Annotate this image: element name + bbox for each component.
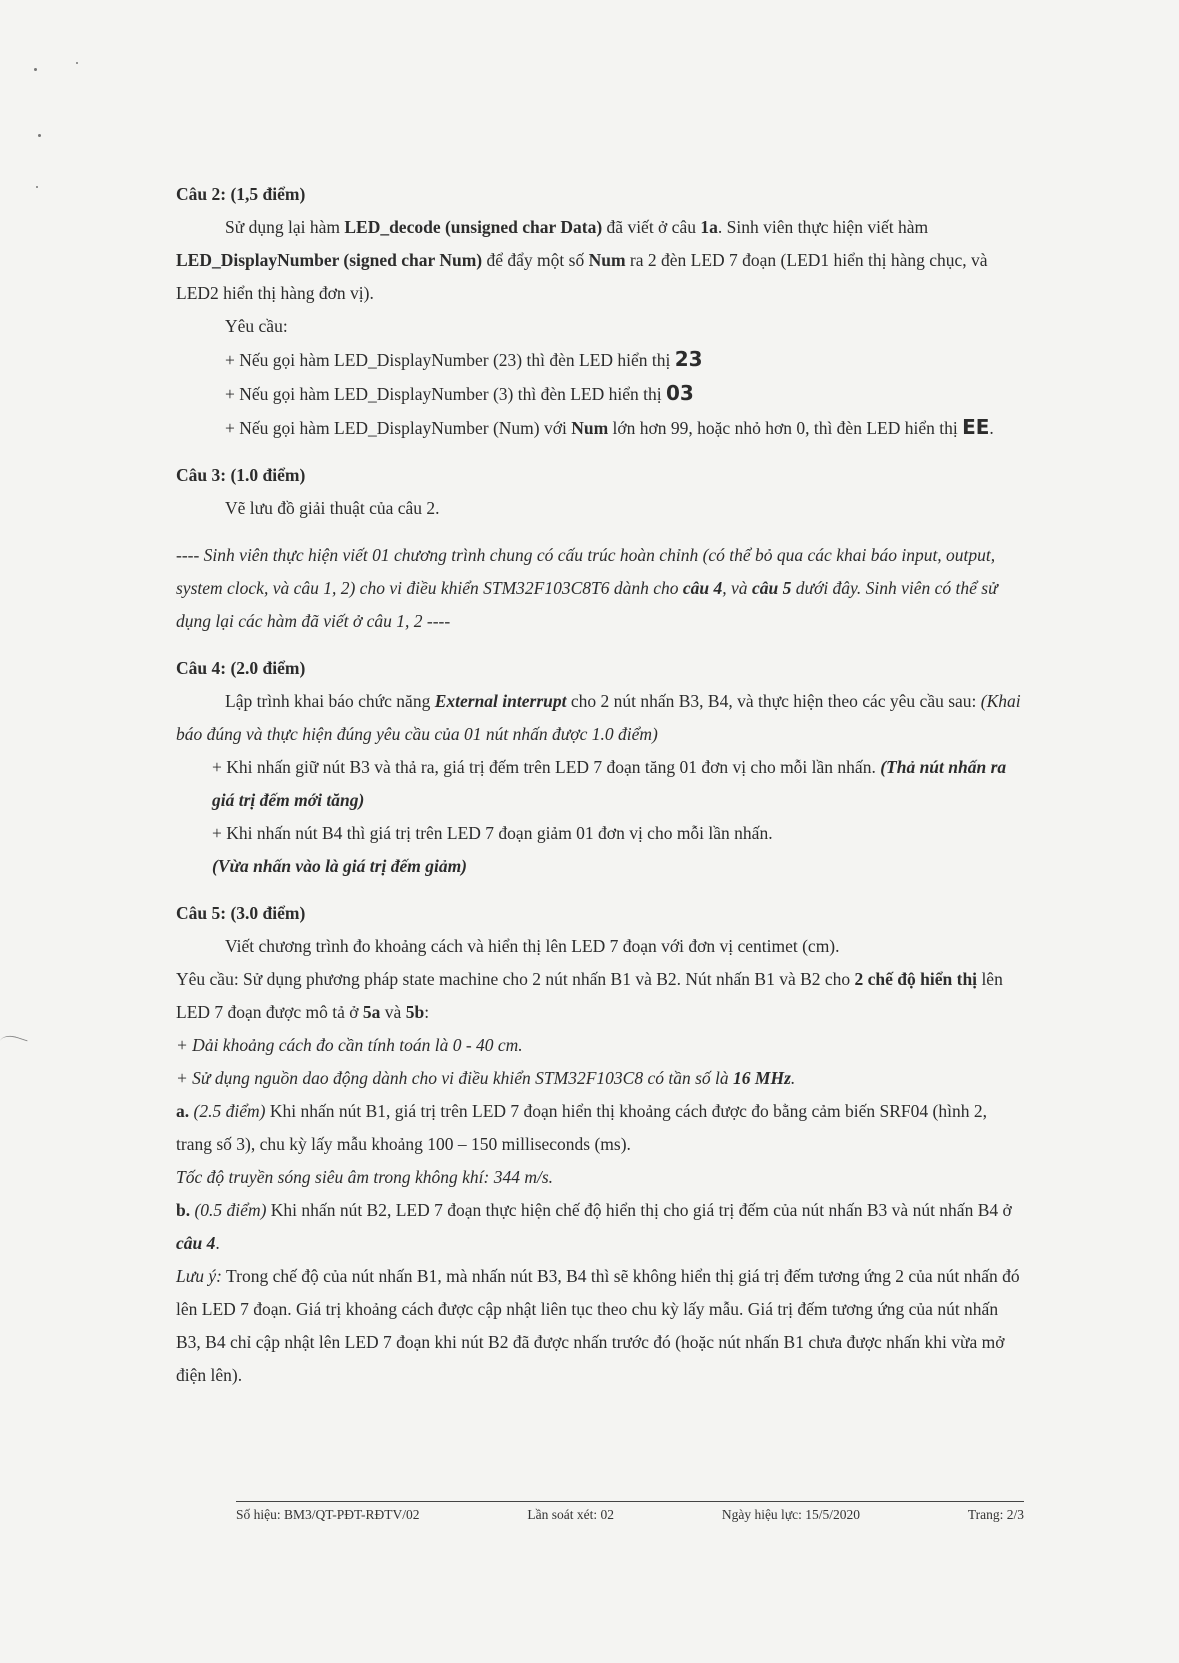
footer-document-code: Số hiệu: BM3/QT-PĐT-RĐTV/02 — [236, 1507, 420, 1522]
scan-speck — [76, 62, 78, 64]
question-2-item-3: + Nếu gọi hàm LED_DisplayNumber (Num) với Num lớn hơn 99, hoặc nhỏ hơn 0, thì đèn LED hiển thị EE. — [225, 415, 994, 439]
question-4-title: Câu 4: (2.0 điểm) — [176, 658, 306, 678]
scan-speck — [34, 68, 37, 71]
question-5b: b. (0.5 điểm) Khi nhấn nút B2, LED 7 đoạn thực hiện chế độ hiển thị cho giá trị đếm của nút nhấn B3 và nút nhấn B4 ở câu 4. — [176, 1200, 1012, 1253]
question-5-paragraph: Viết chương trình đo khoảng cách và hiển thị lên LED 7 đoạn với đơn vị centimet (cm). — [225, 936, 840, 956]
scan-edge-mark — [0, 1032, 28, 1054]
question-4-paragraph: Lập trình khai báo chức năng External interrupt cho 2 nút nhấn B3, B4, và thực hiện theo các yêu cầu sau: (Khai báo đúng và thực hiện đúng yêu cầu của 01 nút nhấn được 1.0 điểm) — [176, 691, 1021, 744]
footer-page-number: Trang: 2/3 — [967, 1507, 1024, 1522]
question-2-requirement-label: Yêu cầu: — [225, 316, 288, 336]
question-2-paragraph: Sử dụng lại hàm LED_decode (unsigned char Data) đã viết ở câu 1a. Sinh viên thực hiện viết hàm LED_DisplayNumber (signed char Num) để đẩy một số Num ra 2 đèn LED 7 đoạn (LED1 hiển thị hàng chục, và LED2 hiển thị hàng đơn vị). — [176, 217, 988, 303]
page-footer — [236, 1507, 1024, 1523]
question-5-requirement: Yêu cầu: Sử dụng phương pháp state machine cho 2 nút nhấn B1 và B2. Nút nhấn B1 và B2 cho 2 chế độ hiển thị lên LED 7 đoạn được mô tả ở 5a và 5b: — [176, 969, 1003, 1022]
question-5-title: Câu 5: (3.0 điểm) — [176, 903, 306, 923]
question-5-bullet-2: + Sử dụng nguồn dao động dành cho vi điều khiển STM32F103C8 có tần số là 16 MHz. — [176, 1068, 796, 1088]
footer-divider — [236, 1501, 1024, 1502]
question-5-bullet-1: + Dải khoảng cách đo cần tính toán là 0 - 40 cm. — [176, 1035, 523, 1055]
question-5a: a. (2.5 điểm) Khi nhấn nút B1, giá trị trên LED 7 đoạn hiển thị khoảng cách được đo bằng cảm biến SRF04 (hình 2, trang số 3), chu kỳ lấy mẫu khoảng 100 – 150 milliseconds (ms). — [176, 1101, 987, 1154]
question-3-text: Vẽ lưu đồ giải thuật của câu 2. — [225, 498, 440, 518]
question-2-item-2: + Nếu gọi hàm LED_DisplayNumber (3) thì đèn LED hiển thị 03 — [225, 381, 694, 405]
question-5a-speed: Tốc độ truyền sóng siêu âm trong không khí: 344 m/s. — [176, 1167, 554, 1187]
footer-revision: Lần soát xét: 02 — [527, 1507, 614, 1522]
question-5-note: Lưu ý: Trong chế độ của nút nhấn B1, mà nhấn nút B3, B4 thì sẽ không hiển thị giá trị đếm tương ứng 2 của nút nhấn đó lên LED 7 đoạn. Giá trị khoảng cách được cập nhật liên tục theo chu kỳ lấy mẫu. Giá trị đếm tương ứng của nút nhấn B3, B4 chỉ cập nhật lên LED 7 đoạn khi nút B2 đã được nhấn trước đó (hoặc nút nhấn B1 chưa được nhấn khi vừa mở điện lên). — [176, 1266, 1020, 1385]
scan-speck — [36, 186, 38, 188]
common-program-note: ---- Sinh viên thực hiện viết 01 chương trình chung có cấu trúc hoàn chỉnh (có thể bỏ qua các khai báo input, output, system clock, và câu 1, 2) cho vi điều khiển STM32F103C8T6 dành cho câu 4, và câu 5 dưới đây. Sinh viên có thể sử dụng lại các hàm đã viết ở câu 1, 2 ---- — [176, 545, 998, 631]
question-4-item-1: + Khi nhấn giữ nút B3 và thả ra, giá trị đếm trên LED 7 đoạn tăng 01 đơn vị cho mỗi lần nhấn. (Thả nút nhấn ra giá trị đếm mới tăng) — [212, 757, 1007, 810]
question-2-title: Câu 2: (1,5 điểm) — [176, 184, 306, 204]
question-4-item-2: + Khi nhấn nút B4 thì giá trị trên LED 7 đoạn giảm 01 đơn vị cho mỗi lần nhấn. (Vừa nhấn vào là giá trị đếm giảm) — [212, 823, 773, 876]
footer-effective-date: Ngày hiệu lực: 15/5/2020 — [721, 1507, 860, 1522]
question-3-title: Câu 3: (1.0 điểm) — [176, 465, 306, 485]
question-2-item-1: + Nếu gọi hàm LED_DisplayNumber (23) thì đèn LED hiển thị 23 — [225, 347, 703, 371]
scan-speck — [38, 134, 41, 137]
exam-content — [176, 178, 1024, 1392]
